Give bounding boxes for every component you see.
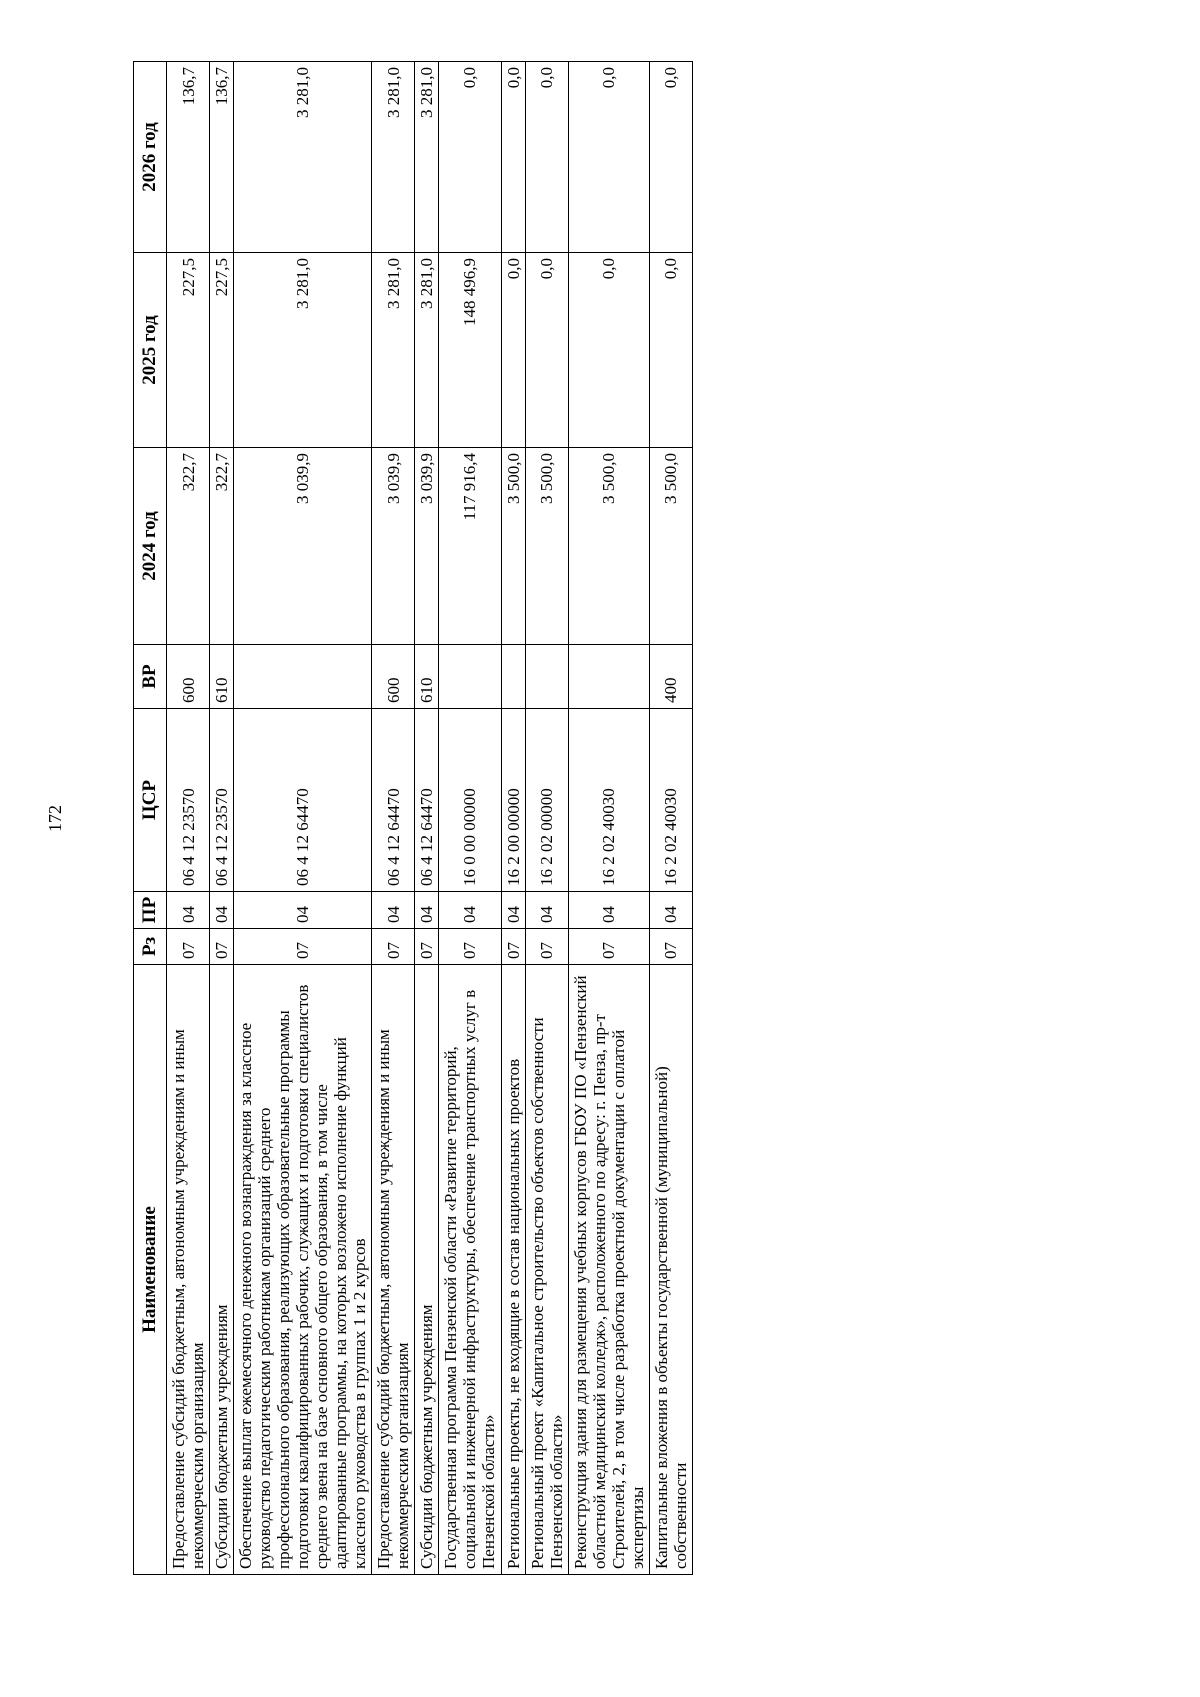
table-row bbox=[525, 62, 568, 1575]
cell-rz: 07 bbox=[167, 929, 210, 965]
cell-csr: 06 4 12 64470 bbox=[234, 709, 372, 892]
col-header-2026: 2026 год bbox=[134, 62, 167, 253]
cell-2026: 0,0 bbox=[439, 62, 501, 253]
cell-vr: 610 bbox=[210, 645, 234, 709]
cell-2024: 322,7 bbox=[167, 448, 210, 645]
cell-csr: 16 2 02 40030 bbox=[568, 709, 649, 892]
cell-csr: 16 0 00 00000 bbox=[439, 709, 501, 892]
cell-name: Капитальные вложения в объекты государственной (муниципальной) собственности bbox=[649, 965, 692, 1575]
table-row bbox=[568, 62, 649, 1575]
cell-vr: 600 bbox=[372, 645, 415, 709]
cell-2024: 322,7 bbox=[210, 448, 234, 645]
table-row bbox=[372, 62, 415, 1575]
cell-2024: 3 500,0 bbox=[525, 448, 568, 645]
cell-2026: 0,0 bbox=[568, 62, 649, 253]
cell-name: Предоставление субсидий бюджетным, автономным учреждениям и иным некоммерческим организациям bbox=[372, 965, 415, 1575]
cell-pr: 04 bbox=[649, 892, 692, 929]
cell-2024: 3 500,0 bbox=[501, 448, 525, 645]
cell-csr: 06 4 12 64470 bbox=[415, 709, 439, 892]
cell-2026: 3 281,0 bbox=[234, 62, 372, 253]
col-header-2025: 2025 год bbox=[134, 253, 167, 448]
table-row bbox=[234, 62, 372, 1575]
cell-vr: 610 bbox=[415, 645, 439, 709]
table-row bbox=[210, 62, 234, 1575]
cell-pr: 04 bbox=[210, 892, 234, 929]
col-header-pr: ПР bbox=[134, 892, 167, 929]
cell-2025: 3 281,0 bbox=[234, 253, 372, 448]
cell-pr: 04 bbox=[439, 892, 501, 929]
cell-2026: 3 281,0 bbox=[372, 62, 415, 253]
cell-2024: 3 039,9 bbox=[372, 448, 415, 645]
cell-rz: 07 bbox=[415, 929, 439, 965]
cell-rz: 07 bbox=[372, 929, 415, 965]
cell-2024: 3 039,9 bbox=[415, 448, 439, 645]
cell-2026: 3 281,0 bbox=[415, 62, 439, 253]
cell-2026: 136,7 bbox=[167, 62, 210, 253]
page-number: 172 bbox=[45, 805, 65, 832]
cell-vr bbox=[234, 645, 372, 709]
cell-2025: 3 281,0 bbox=[372, 253, 415, 448]
cell-name: Государственная программа Пензенской области «Развитие территорий, социальной и инженерной инфраструктуры, обеспечение транспортных услуг в Пензенской области» bbox=[439, 965, 501, 1575]
cell-name: Предоставление субсидий бюджетным, автономным учреждениям и иным некоммерческим организациям bbox=[167, 965, 210, 1575]
col-header-2024: 2024 год bbox=[134, 448, 167, 645]
cell-2025: 0,0 bbox=[568, 253, 649, 448]
cell-2025: 0,0 bbox=[501, 253, 525, 448]
cell-vr bbox=[501, 645, 525, 709]
cell-pr: 04 bbox=[415, 892, 439, 929]
cell-rz: 07 bbox=[525, 929, 568, 965]
cell-pr: 04 bbox=[568, 892, 649, 929]
cell-rz: 07 bbox=[649, 929, 692, 965]
cell-vr: 600 bbox=[167, 645, 210, 709]
cell-csr: 06 4 12 64470 bbox=[372, 709, 415, 892]
cell-rz: 07 bbox=[439, 929, 501, 965]
cell-csr: 06 4 12 23570 bbox=[167, 709, 210, 892]
cell-vr bbox=[439, 645, 501, 709]
cell-rz: 07 bbox=[501, 929, 525, 965]
cell-2026: 136,7 bbox=[210, 62, 234, 253]
cell-pr: 04 bbox=[234, 892, 372, 929]
cell-vr bbox=[525, 645, 568, 709]
cell-rz: 07 bbox=[234, 929, 372, 965]
cell-pr: 04 bbox=[372, 892, 415, 929]
cell-2025: 227,5 bbox=[210, 253, 234, 448]
cell-pr: 04 bbox=[167, 892, 210, 929]
table-row bbox=[167, 62, 210, 1575]
table-row bbox=[415, 62, 439, 1575]
cell-name: Региональный проект «Капитальное строительство объектов собственности Пензенской области» bbox=[525, 965, 568, 1575]
cell-2024: 3 500,0 bbox=[568, 448, 649, 645]
cell-2026: 0,0 bbox=[501, 62, 525, 253]
cell-csr: 16 2 02 40030 bbox=[649, 709, 692, 892]
cell-rz: 07 bbox=[210, 929, 234, 965]
table-row bbox=[649, 62, 692, 1575]
cell-2026: 0,0 bbox=[525, 62, 568, 253]
cell-csr: 16 2 02 00000 bbox=[525, 709, 568, 892]
cell-2025: 3 281,0 bbox=[415, 253, 439, 448]
col-header-rz: Рз bbox=[134, 929, 167, 965]
col-header-vr: ВР bbox=[134, 645, 167, 709]
cell-name: Обеспечение выплат ежемесячного денежного вознаграждения за классное руководство педагогическим работникам организаций среднего профессионального образования, реализующих образовательные программы подготовки квалифицированных рабочих, служащих и подготовки специалистов среднего звена на базе основного общего образования, в том числе адаптированные программы, на которых возложено исполнение функций классного руководства в группах 1 и 2 курсов bbox=[234, 965, 372, 1575]
cell-2024: 3 039,9 bbox=[234, 448, 372, 645]
cell-2024: 3 500,0 bbox=[649, 448, 692, 645]
cell-name: Реконструкция здания для размещения учебных корпусов ГБОУ ПО «Пензенский областной медицинский колледж», расположенного по адресу: г. Пенза, пр-т Строителей, 2, в том числе разработка проектной документации с оплатой экспертизы bbox=[568, 965, 649, 1575]
cell-pr: 04 bbox=[525, 892, 568, 929]
cell-2025: 0,0 bbox=[525, 253, 568, 448]
cell-name: Региональные проекты, не входящие в состав национальных проектов bbox=[501, 965, 525, 1575]
table-header-row bbox=[134, 62, 167, 1575]
rotated-page bbox=[45, 62, 983, 1575]
cell-2026: 0,0 bbox=[649, 62, 692, 253]
cell-name: Субсидии бюджетным учреждениям bbox=[210, 965, 234, 1575]
cell-pr: 04 bbox=[501, 892, 525, 929]
cell-2025: 227,5 bbox=[167, 253, 210, 448]
cell-csr: 06 4 12 23570 bbox=[210, 709, 234, 892]
budget-table bbox=[133, 61, 693, 1575]
cell-2025: 148 496,9 bbox=[439, 253, 501, 448]
col-header-name: Наименование bbox=[134, 965, 167, 1575]
cell-csr: 16 2 00 00000 bbox=[501, 709, 525, 892]
cell-vr bbox=[568, 645, 649, 709]
table-row bbox=[501, 62, 525, 1575]
table-row bbox=[439, 62, 501, 1575]
col-header-csr: ЦСР bbox=[134, 709, 167, 892]
cell-rz: 07 bbox=[568, 929, 649, 965]
cell-name: Субсидии бюджетным учреждениям bbox=[415, 965, 439, 1575]
cell-vr: 400 bbox=[649, 645, 692, 709]
cell-2024: 117 916,4 bbox=[439, 448, 501, 645]
cell-2025: 0,0 bbox=[649, 253, 692, 448]
